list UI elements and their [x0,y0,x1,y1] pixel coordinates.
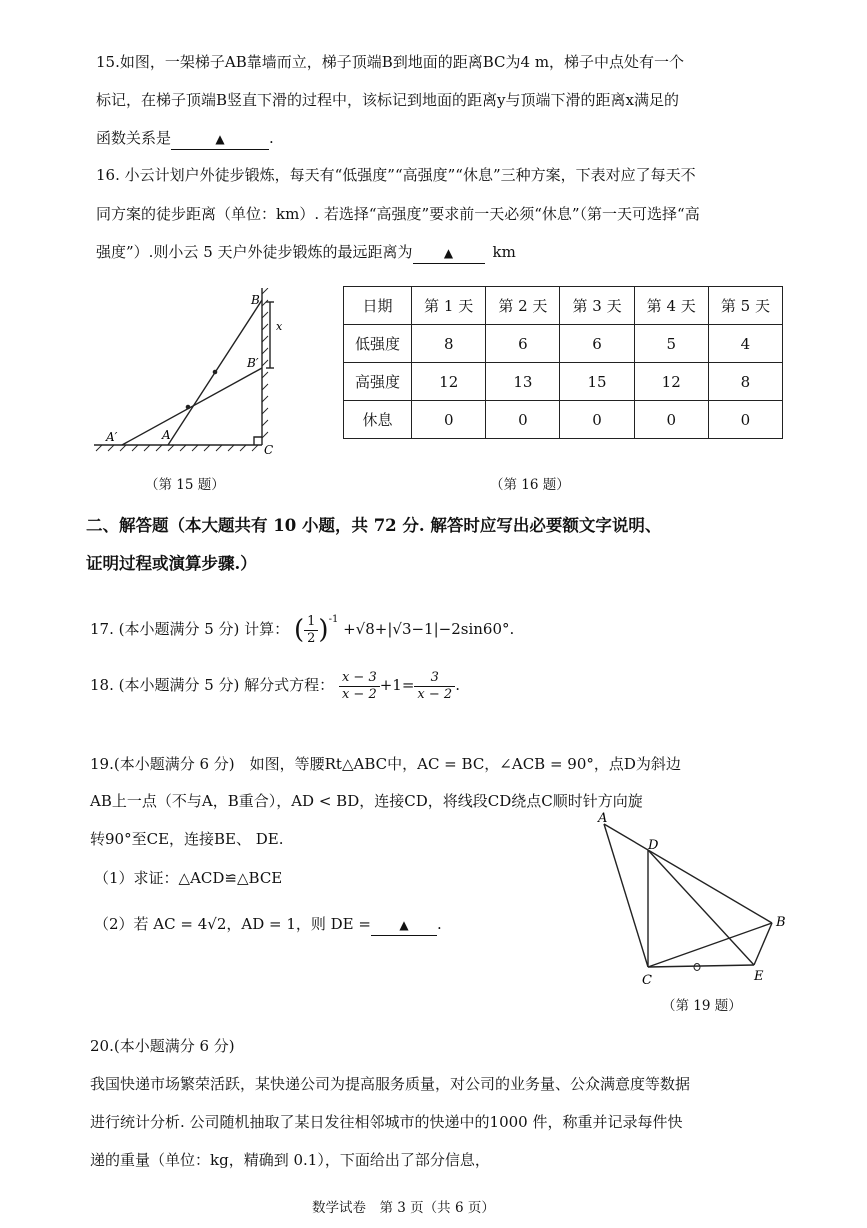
table-header-cell: 第 5 天 [708,287,782,325]
table-header-cell: 第 1 天 [412,287,486,325]
q18-suffix: . [455,676,460,694]
table-header-row [344,287,783,325]
midpoint-marker-ab [213,370,218,375]
q17-rest: +√8+|√3−1|−2sin60°. [343,620,515,638]
table-header-cell: 第 3 天 [560,287,634,325]
q19-part-2-suffix: . [436,915,442,933]
q17-line [90,606,515,646]
q16-caption: （第 16 题） [490,477,570,493]
table-cell: 4 [708,325,782,363]
q15-line-3-suffix: . [269,129,274,147]
table-cell: 13 [486,363,560,401]
q19-line-3: 转90°至CE，连接BE、 DE. [90,830,284,848]
q19-triangle-figure [592,810,802,990]
q15-ladder-figure [90,288,290,458]
q19-part-2-prefix: （2）若 AC = 4√2，AD = 1，则 DE = [94,915,371,933]
label-a-prime: A′ [106,430,118,444]
q19-line-2: AB上一点（不与A，B重合），AD < BD，连接CD，将线段CD绕点C顺时针方向旋 [90,792,643,810]
q18-middle: +1= [379,676,415,694]
segment-cb [648,923,772,967]
table-cell: 0 [634,401,708,439]
answer-marker-icon: ▲ [215,132,225,146]
q19-answer-blank[interactable] [371,914,437,936]
q18-lhs-denominator: x − 2 [341,686,377,702]
q19-part-2 [94,914,442,936]
ladder-a-prime-b-prime [122,368,262,445]
table-cell: 8 [412,325,486,363]
table-header-cell: 日期 [344,287,412,325]
q16-line-1: 16. 小云计划户外徒步锻炼，每天有“低强度”“高强度”“休息”三种方案，下表对应了每天不 [96,166,696,184]
q16-line-2: 同方案的徒步距离（单位：km）. 若选择“高强度”要求前一天必须“休息”（第一天可选择“高 [96,205,700,223]
answer-marker-icon: ▲ [443,246,454,260]
q17-right-paren: ) [318,615,329,645]
table-cell: 6 [560,325,634,363]
q17-fraction-numerator: 1 [304,614,318,631]
table-cell: 0 [486,401,560,439]
q16-line-3-suffix: km [492,243,516,261]
q16-line-3 [96,242,516,264]
segment-be [754,923,772,965]
label-d: D [648,838,659,853]
q19-part-1: （1）求证：△ACD≌△BCE [94,869,283,887]
q19-line-1: 19.(本小题满分 6 分) 如图，等腰Rt△ABC中，AC = BC，∠ACB = 90°，点D为斜边 [90,755,681,773]
section-2-heading-line-1: 二、解答题（本大题共有 10 小题，共 72 分. 解答时应写出必要额文字说明、 [86,516,662,535]
q18-line [90,668,460,702]
q16-line-3-prefix: 强度”）.则小云 5 天户外徒步锻炼的最远距离为 [96,243,413,261]
q18-prefix: 18. (本小题满分 5 分) 解分式方程： [90,676,335,694]
q15-line-3 [96,128,274,150]
table-header-cell: 第 4 天 [634,287,708,325]
label-c: C [642,973,652,988]
label-c: C [264,443,274,457]
midpoint-marker-a-prime-b-prime [186,405,191,410]
label-a: A [598,811,608,826]
label-x: x [276,320,283,333]
table-cell: 高强度 [344,363,412,401]
label-b: B [776,915,786,930]
segment-ce [648,965,754,967]
table-row [344,363,783,401]
page-footer: 数学试卷 第 3 页（共 6 页） [312,1200,495,1216]
table-cell: 5 [634,325,708,363]
q18-rhs-denominator: x − 2 [417,686,453,702]
q17-exponent: -1 [328,614,339,625]
table-row [344,401,783,439]
table-cell: 6 [486,325,560,363]
table-cell: 0 [412,401,486,439]
q20-line-3: 递的重量（单位：kg，精确到 0.1），下面给出了部分信息， [90,1151,490,1169]
point-marker [694,964,700,971]
label-a: A [162,428,171,442]
q15-answer-blank[interactable] [171,128,269,150]
table-cell: 休息 [344,401,412,439]
q19-caption: （第 19 题） [662,998,742,1014]
q16-distance-table [343,286,783,439]
label-e: E [754,969,764,984]
table-row [344,325,783,363]
table-cell: 12 [634,363,708,401]
q20-line-1: 我国快递市场繁荣活跃，某快递公司为提高服务质量，对公司的业务量、公众满意度等数据 [90,1075,691,1093]
answer-marker-icon: ▲ [399,918,409,932]
table-cell: 0 [560,401,634,439]
section-2-heading-line-2: 证明过程或演算步骤.） [86,554,257,573]
q18-rhs-numerator: 3 [414,670,455,687]
q17-left-paren: ( [293,615,305,645]
label-b: B [251,293,260,307]
q17-fraction [304,614,318,647]
table-header-cell: 第 2 天 [486,287,560,325]
q17-fraction-denominator: 2 [307,630,316,646]
label-b-prime: B′ [247,356,259,370]
table-cell: 8 [708,363,782,401]
q17-prefix: 17. (本小题满分 5 分) 计算： [90,620,290,638]
q15-line-3-prefix: 函数关系是 [96,129,172,147]
table-cell: 低强度 [344,325,412,363]
table-cell: 15 [560,363,634,401]
q16-answer-blank[interactable] [413,242,485,264]
q18-rhs-fraction [414,670,455,703]
q20-line-2: 进行统计分析. 公司随机抽取了某日发往相邻城市的快递中的1000 件，称重并记录每件快 [90,1113,683,1131]
q18-lhs-fraction [339,670,380,703]
q18-lhs-numerator: x − 3 [339,670,380,687]
q15-line-2: 标记，在梯子顶端B竖直下滑的过程中，该标记到地面的距离y与顶端下滑的距离x满足的 [96,91,679,109]
table-cell: 0 [708,401,782,439]
q20-title: 20.(本小题满分 6 分) [90,1037,235,1055]
q15-line-1: 15.如图，一架梯子AB靠墙而立，梯子顶端B到地面的距离BC为4 m，梯子中点处有一个 [96,53,685,71]
q15-caption: （第 15 题） [145,477,225,493]
table-cell: 12 [412,363,486,401]
